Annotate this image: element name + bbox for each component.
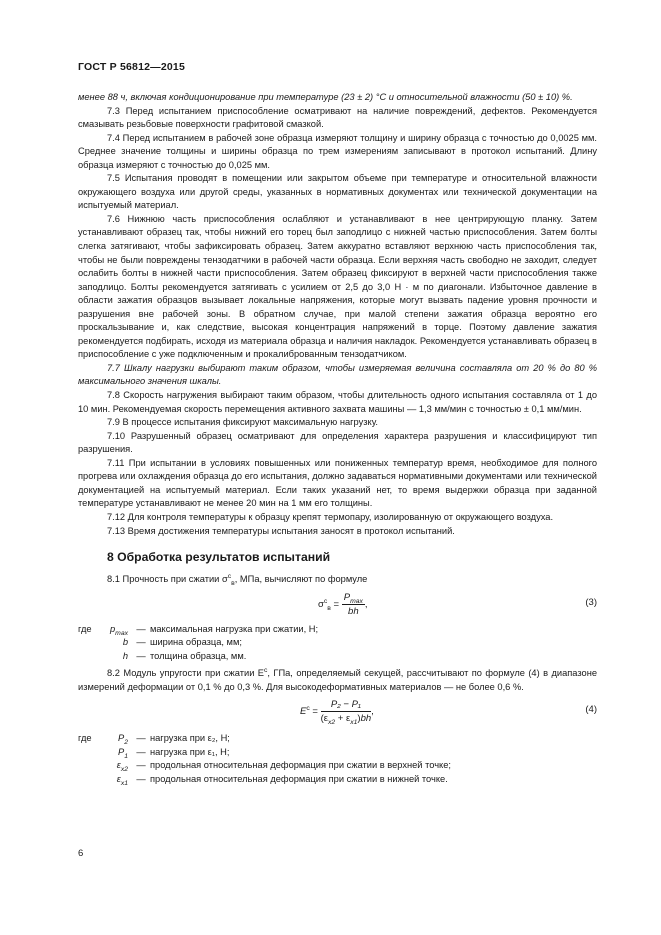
formula-3-definitions — [78, 623, 597, 664]
paragraph-8-1 — [78, 573, 597, 587]
paragraph-7-4: 7.4 Перед испытанием в рабочей зоне образца измеряют толщину и ширину образца с точностью до 0,0025 мм. Среднее значение толщины и ширины образца по трем измерениям записывают в протокол испытаний. Длину образца измеряют с точностью до 0,025 мм. — [78, 132, 597, 170]
definition-symbol: $p_{max}$ — [109, 623, 128, 637]
formula-3-num-symbol: P — [343, 591, 351, 603]
paragraph-7-11: 7.11 При испытании в условиях повышенных или пониженных температур время, необходимое для полного прогрева или охлаждения образца до его испытания, должно задаваться нормативными документами или технической документацией на испытуемый материал. Если таких указаний нет, то время выдержки образца при заданной температуре устанавливают не менее 20 мин на 1 мм его толщины. — [78, 457, 597, 509]
paragraph-continuation: менее 88 ч, включая кондиционирование при температуре (23 ± 2) °С и относительной влажности (50 ± 10) %. — [78, 92, 573, 102]
definition-row — [78, 650, 597, 664]
formula-4-definitions — [78, 732, 597, 786]
definition-row — [78, 636, 597, 650]
paragraph-7-7: 7.7 Шкалу нагрузки выбирают таким образом, чтобы измеряемая величина составляла от 20 % до 80 % максимального значения шкалы. — [78, 362, 597, 387]
definition-text: ширина образца, мм; — [150, 637, 242, 648]
formula-4-lhs: E — [300, 706, 307, 718]
paragraph-7-8: 7.8 Скорость нагружения выбирают таким образом, чтобы длительность одного испытания составляла от 1 до 10 мин. Рекомендуемая скорость перемещения активного захвата машины — 1,3 мм/мин с точностью ± 0,1 мм/мин. — [78, 390, 597, 414]
formula-4-numerator: P₂ − P₁ — [321, 699, 372, 712]
definition-row — [78, 773, 597, 787]
section-8-heading: 8 Обработка результатов испытаний — [107, 550, 331, 565]
superscript-c: с — [227, 572, 232, 580]
definition-text: продольная относительная деформация при сжатии в нижней точке. — [150, 773, 448, 784]
formula-4-number: (4) — [585, 704, 597, 716]
definition-row — [78, 623, 597, 637]
formula-4-fraction — [320, 699, 372, 727]
definition-dash: — — [136, 746, 146, 757]
formula-3-number: (3) — [585, 596, 597, 608]
where-label: где — [78, 733, 92, 744]
formula-3-lhs: σ — [318, 598, 324, 610]
page-number: 6 — [78, 848, 84, 859]
definition-dash: — — [136, 637, 146, 648]
paragraph-7-5: 7.5 Испытания проводят в помещении или закрытом объеме при температуре и относительной влажности окружающего воздуха или другой среды, указанных в нормативных документах или технической документации на испытуемый материал. — [78, 173, 597, 211]
definition-row — [78, 746, 597, 760]
definition-row — [78, 732, 597, 746]
definition-text: максимальная нагрузка при сжатии, Н; — [150, 623, 319, 634]
where-label: где — [78, 623, 92, 634]
paragraph-7-3: 7.3 Перед испытанием приспособление осматривают на наличие повреждений, дефектов. Рекомендуется смазывать резьбовые поверхности графитовой смазкой. — [78, 105, 597, 130]
definition-dash: — — [136, 733, 146, 744]
formula-4-lhs-sup: с — [306, 705, 310, 713]
paragraph-8-1-text-a: 8.1 Прочность при сжатии σ — [107, 574, 228, 585]
definition-text: нагрузка при ε₁, Н; — [150, 746, 230, 757]
definition-symbol: $\varepsilon_{x2}$ — [116, 760, 128, 774]
definition-dash: — — [136, 623, 146, 634]
definition-dash: — — [136, 760, 146, 771]
formula-3-equals: = — [330, 598, 342, 610]
definition-dash: — — [136, 773, 146, 784]
formula-3-expression — [318, 592, 368, 617]
definition-symbol: b — [122, 637, 128, 648]
definition-symbol: $\varepsilon_{x1}$ — [116, 773, 128, 787]
paragraph-8-2-text-a: 8.2 Модуль упругости при сжатии E — [107, 668, 265, 679]
document-body — [78, 91, 597, 787]
formula-4-expression — [300, 699, 374, 727]
formula-3-numerator — [342, 592, 365, 605]
definition-text: продольная относительная деформация при сжатии в верхней точке; — [150, 760, 451, 771]
paragraph-8-2 — [78, 667, 597, 694]
formula-3-fraction — [342, 592, 365, 617]
definition-symbol: h — [122, 650, 128, 661]
formula-3 — [78, 590, 597, 620]
formula-4-tail: , — [371, 706, 374, 718]
definition-symbol: $P_2$ — [118, 733, 128, 747]
formula-4 — [78, 697, 597, 729]
definition-symbol: $P_1$ — [118, 746, 128, 760]
paragraph-8-2-text-b: , ГПа, определяемый секущей, рассчитывают по формуле (4) в диапазоне измерений деформации от 0,1 % до 0,3 %. Для высокодеформативных материалов — не более 0,6 %. — [78, 668, 597, 692]
formula-3-lhs-sub: в — [327, 604, 331, 612]
document-header: ГОСТ Р 56812—2015 — [78, 61, 186, 73]
formula-3-tail: , — [364, 598, 368, 610]
paragraph-8-1-text-b: , МПа, вычисляют по формуле — [234, 574, 368, 585]
definition-text: нагрузка при ε₂, Н; — [150, 733, 230, 744]
paragraph-7-9: 7.9 В процессе испытания фиксируют максимальную нагрузку. — [107, 417, 379, 428]
paragraph-7-13: 7.13 Время достижения температуры испытания заносят в протокол испытаний. — [107, 525, 455, 536]
subscript-v: в — [231, 579, 235, 587]
paragraph-7-10: 7.10 Разрушенный образец осматривают для определения характера разрушения и классифицируют тип разрушения. — [78, 430, 597, 455]
formula-3-denominator: bh — [348, 605, 359, 617]
formula-3-lhs-sup: с — [323, 597, 328, 605]
superscript-c: с — [264, 667, 268, 675]
paragraph-7-12: 7.12 Для контроля температуры к образцу крепят термопару, изолированную от окружающего воздуха. — [107, 511, 554, 522]
formula-4-equals: = — [309, 706, 321, 718]
definition-dash: — — [136, 650, 146, 661]
formula-4-denominator: $(\varepsilon_{x2} + \varepsilon_{x1})bh$ — [320, 713, 372, 727]
paragraph-7-6: 7.6 Нижнюю часть приспособления ослабляют и устанавливают в нее центрирующую планку. Затем устанавливают образец так, чтобы нижний его торец был заподлицо с нижней частью приспособления. Затем болты слегка затягивают, чтобы зафиксировать образец. Затем аккуратно вставляют верхнюю часть приспособления так, чтобы не были повреждены тензодатчики в рабочей части образца. Если верхняя часть свободно не заходит, следует ослабить болты в нижней части приспособления. Затем образец фиксируют в верхней части приспособления также заподлицо. Болты рекомендуется затягивать с усилием от 2,5 до 3,0 Н · м по диагонали. Избыточное давление в области зажатия образцов вызывает локальные напряжения, которые могут вызвать падение уровня прочности и разрушения вне рабочей зоны. В обратном случае, при малой степени зажатия образца вероятно его проскальзывание и, как следствие, высокая концентрация напряжений в торце. Поэтому давление зажатия рекомендуется подбирать, исходя из материала образца и наличия накладок. Рекомендуется устанавливать образец в приспособление с уже подключенным и прокалиброванным тензодатчиком. — [78, 213, 597, 360]
definition-row — [78, 759, 597, 773]
formula-3-num-sub: max — [350, 597, 363, 605]
definition-text: толщина образца, мм. — [150, 650, 247, 661]
